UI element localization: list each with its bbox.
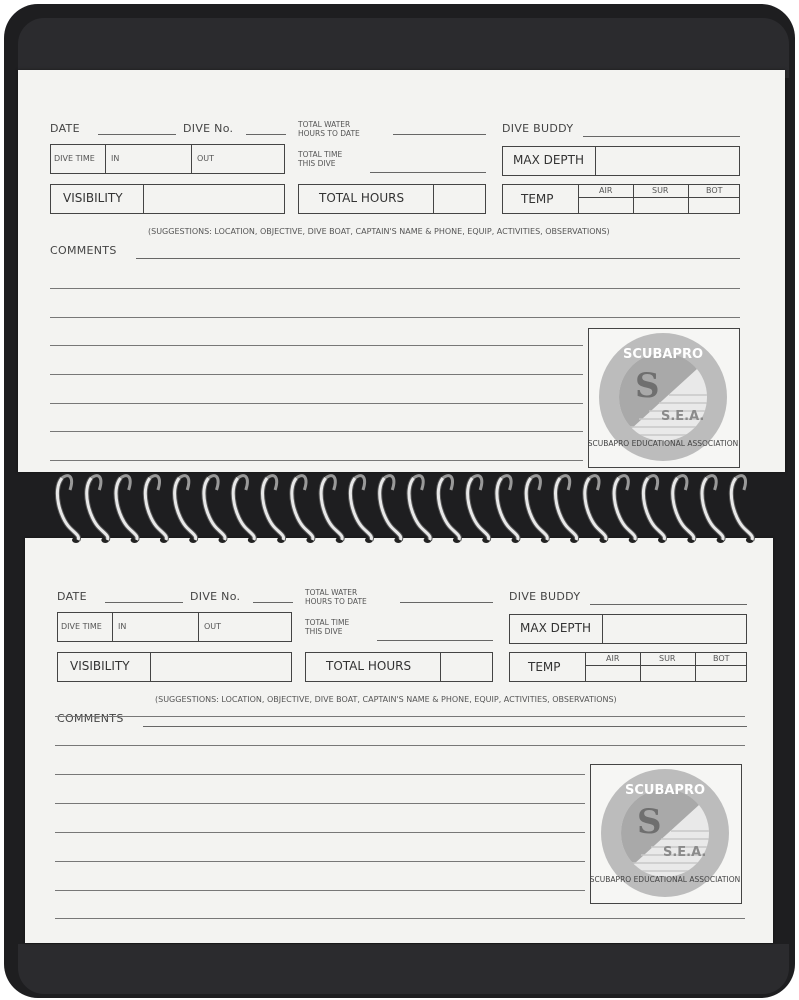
temp-label: TEMP (528, 660, 561, 674)
spiral-coil (702, 473, 725, 543)
spiral-coil (321, 473, 344, 543)
total-time-field[interactable] (370, 172, 486, 173)
comment-line[interactable] (50, 460, 583, 461)
temp-label: TEMP (521, 192, 554, 206)
spiral-coil (116, 473, 139, 543)
total-time-line2: THIS DIVE (305, 627, 343, 636)
svg-text:SCUBAPRO: SCUBAPRO (624, 783, 706, 798)
dive-buddy-field[interactable] (583, 136, 740, 137)
comment-line[interactable] (55, 890, 585, 891)
dive-time-box (50, 144, 285, 174)
total-water-hours-field[interactable] (400, 602, 493, 603)
spiral-coil (409, 473, 432, 543)
total-water-hours-label (298, 120, 360, 138)
svg-text:S: S (635, 366, 660, 406)
total-time-this-dive-label (298, 150, 342, 168)
dive-buddy-label: DIVE BUDDY (509, 590, 581, 603)
spiral-coil (497, 473, 520, 543)
spiral-coil (87, 473, 110, 543)
svg-text:S.E.A.: S.E.A. (661, 409, 705, 424)
comment-line[interactable] (50, 431, 583, 432)
date-label: DATE (50, 122, 80, 135)
max-depth-label: MAX DEPTH (513, 153, 585, 167)
scubapro-sea-logo (588, 328, 740, 468)
spiral-coil (292, 473, 315, 543)
total-water-line1: TOTAL WATER (305, 588, 358, 597)
sea-seal-icon (591, 765, 740, 902)
sea-seal-icon (589, 329, 738, 466)
comment-line[interactable] (50, 374, 583, 375)
temp-box (502, 184, 740, 214)
spiral-coil (204, 473, 227, 543)
dive-no-field[interactable] (246, 134, 286, 135)
temp-sur-label: SUR (652, 186, 669, 195)
suggestions-text: (SUGGESTIONS: LOCATION, OBJECTIVE, DIVE BOAT, CAPTAIN'S NAME & PHONE, EQUIP, ACTIVITIES, OBSERVATIONS) (148, 227, 610, 236)
comments-label: COMMENTS (57, 712, 124, 725)
temp-bot-label: BOT (713, 654, 730, 663)
spiral-coil (350, 473, 373, 543)
visibility-label: VISIBILITY (70, 659, 130, 673)
comment-line[interactable] (55, 861, 585, 862)
date-field[interactable] (98, 134, 176, 135)
spiral-coil (526, 473, 549, 543)
total-hours-box (298, 184, 486, 214)
date-label: DATE (57, 590, 87, 603)
cover-bottom-panel (18, 944, 789, 994)
max-depth-box (502, 146, 740, 176)
spiral-coil (380, 473, 403, 543)
total-water-line2: HOURS TO DATE (305, 597, 367, 606)
total-hours-box (305, 652, 493, 682)
total-time-field[interactable] (377, 640, 493, 641)
time-in-field[interactable]: IN (118, 622, 127, 631)
total-time-line1: TOTAL TIME (298, 150, 343, 159)
total-hours-label: TOTAL HOURS (319, 191, 405, 205)
time-out-field[interactable]: OUT (204, 622, 222, 631)
spiral-coil (643, 473, 666, 543)
comment-line[interactable] (143, 726, 747, 727)
svg-text:S: S (637, 802, 662, 842)
spiral-coil (556, 473, 579, 543)
dive-buddy-field[interactable] (590, 604, 747, 605)
suggestions-text: (SUGGESTIONS: LOCATION, OBJECTIVE, DIVE BOAT, CAPTAIN'S NAME & PHONE, EQUIP, ACTIVITIES, OBSERVATIONS) (155, 695, 617, 704)
comment-line[interactable] (50, 403, 583, 404)
temp-sur-label: SUR (659, 654, 676, 663)
scubapro-sea-logo (590, 764, 742, 904)
comment-line[interactable] (55, 745, 745, 746)
max-depth-label: MAX DEPTH (520, 621, 592, 635)
cover-top-panel (18, 18, 789, 78)
temp-bot-label: BOT (706, 186, 723, 195)
log-page-top (18, 70, 785, 472)
date-field[interactable] (105, 602, 183, 603)
total-time-line1: TOTAL TIME (305, 618, 350, 627)
spiral-coil (673, 473, 696, 543)
log-page-bottom (25, 538, 773, 943)
dive-time-label: DIVE TIME (54, 154, 95, 163)
spiral-coil (145, 473, 168, 543)
visibility-label: VISIBILITY (63, 191, 123, 205)
spiral-coil (175, 473, 198, 543)
total-hours-label: TOTAL HOURS (326, 659, 412, 673)
spiral-coil (614, 473, 637, 543)
time-out-field[interactable]: OUT (197, 154, 215, 163)
svg-text:SCUBAPRO: SCUBAPRO (622, 347, 704, 362)
max-depth-box (509, 614, 747, 644)
spiral-coil (233, 473, 256, 543)
comment-line[interactable] (55, 803, 585, 804)
comment-line[interactable] (55, 774, 585, 775)
dive-no-label: DIVE No. (183, 122, 234, 135)
dive-time-label: DIVE TIME (61, 622, 102, 631)
time-in-field[interactable]: IN (111, 154, 120, 163)
dive-buddy-label: DIVE BUDDY (502, 122, 574, 135)
spiral-coil (438, 473, 461, 543)
dive-no-label: DIVE No. (190, 590, 241, 603)
comment-line[interactable] (55, 716, 745, 717)
total-time-this-dive-label (305, 618, 349, 636)
temp-air-label: AIR (599, 186, 613, 195)
total-water-hours-field[interactable] (393, 134, 486, 135)
svg-text:SCUBAPRO EDUCATIONAL ASSOCIATI: SCUBAPRO EDUCATIONAL ASSOCIATION (591, 875, 740, 884)
temp-box (509, 652, 747, 682)
spiral-coil (468, 473, 491, 543)
comment-line[interactable] (50, 288, 740, 289)
spiral-coil (585, 473, 608, 543)
comment-line[interactable] (50, 345, 583, 346)
total-water-hours-label (305, 588, 367, 606)
comment-line[interactable] (50, 317, 740, 318)
spiral-coil (263, 473, 286, 543)
dive-time-box (57, 612, 292, 642)
spiral-binding (0, 470, 799, 550)
comment-line[interactable] (55, 832, 585, 833)
total-time-line2: THIS DIVE (298, 159, 336, 168)
svg-text:SCUBAPRO EDUCATIONAL ASSOCIATI: SCUBAPRO EDUCATIONAL ASSOCIATION (589, 439, 738, 448)
total-water-line2: HOURS TO DATE (298, 129, 360, 138)
total-water-line1: TOTAL WATER (298, 120, 351, 129)
comments-label: COMMENTS (50, 244, 117, 257)
spiral-coil (57, 473, 80, 543)
spiral-coil (731, 473, 754, 543)
svg-text:S.E.A.: S.E.A. (663, 845, 707, 860)
comment-line[interactable] (136, 258, 740, 259)
temp-air-label: AIR (606, 654, 620, 663)
visibility-box (57, 652, 292, 682)
dive-no-field[interactable] (253, 602, 293, 603)
visibility-box (50, 184, 285, 214)
comment-line[interactable] (55, 918, 745, 919)
